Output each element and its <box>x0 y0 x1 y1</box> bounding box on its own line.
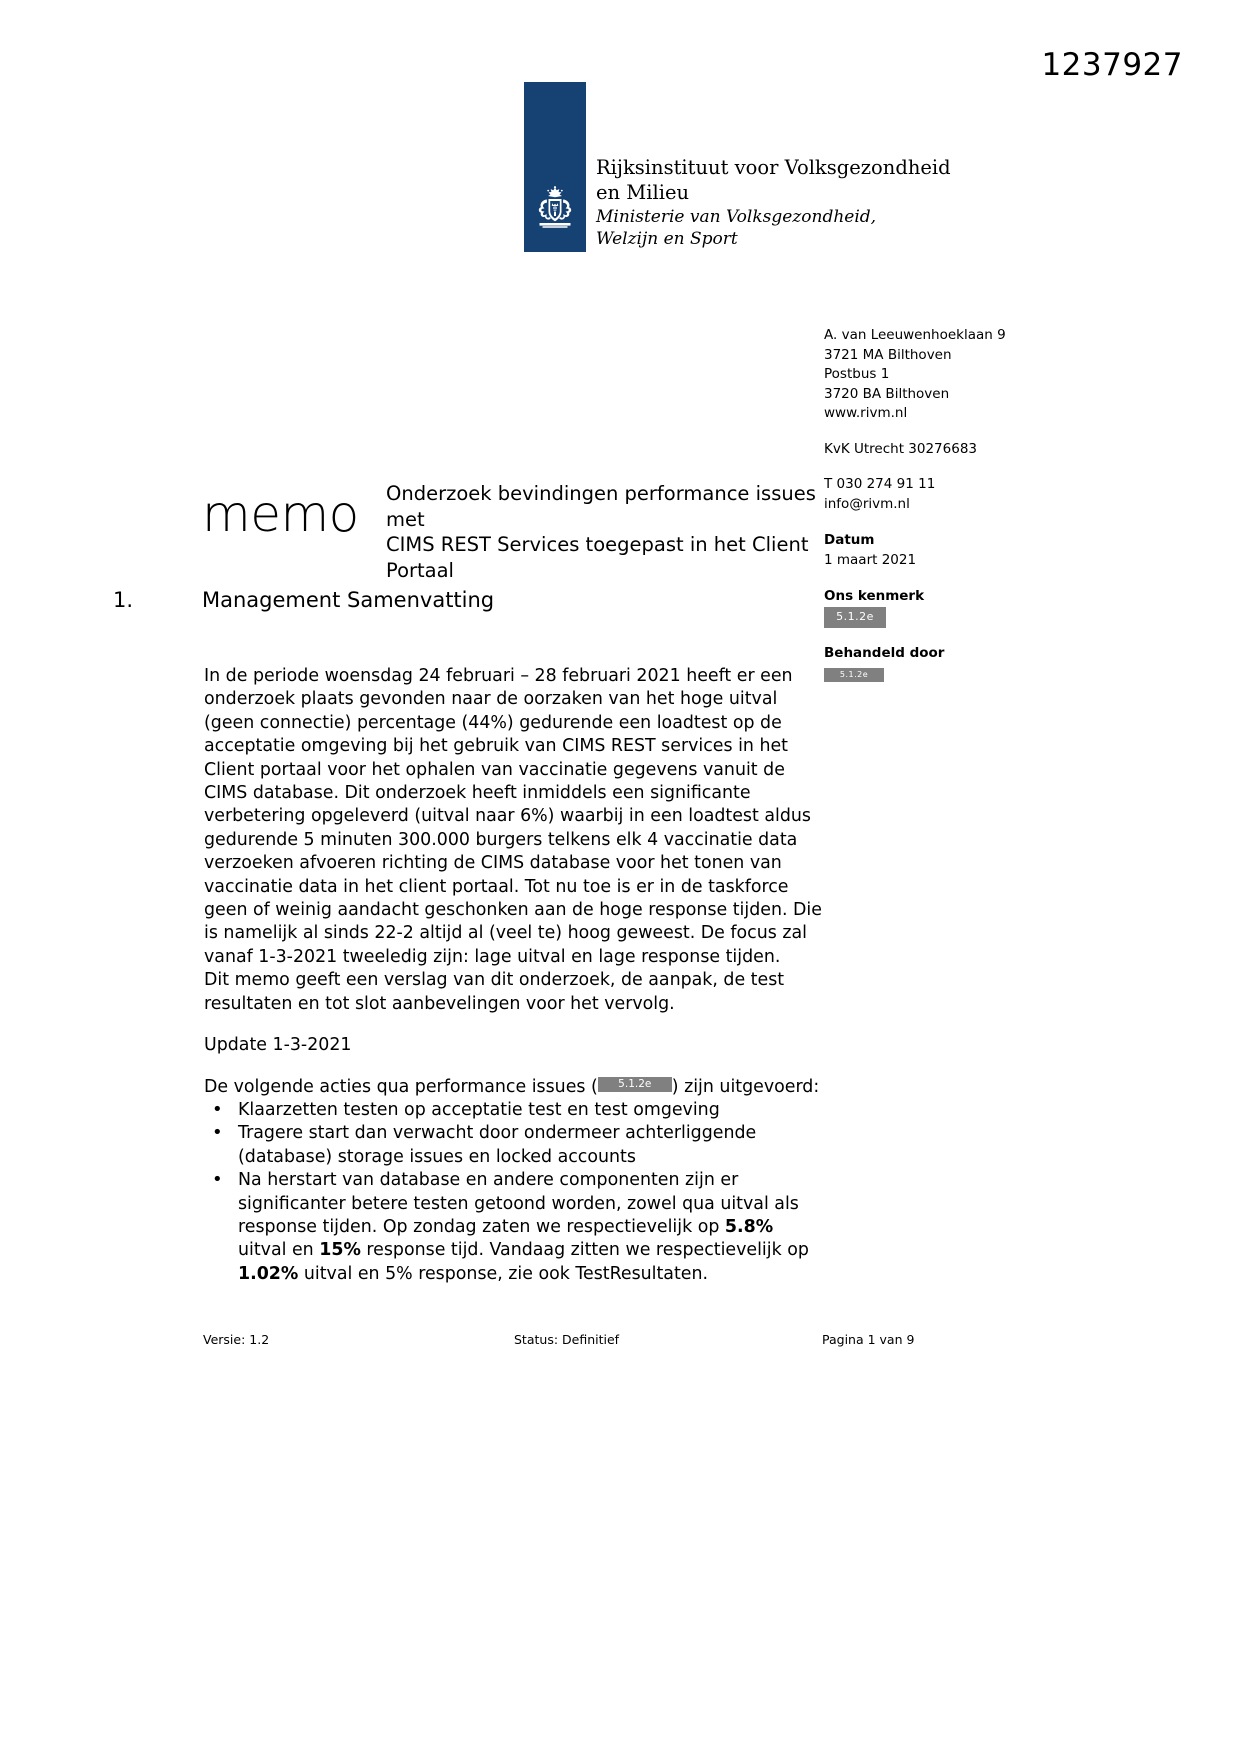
datum-value: 1 maart 2021 <box>824 552 917 569</box>
bullet-text: Na herstart van database en andere componenten zijn er significanter betere testen getoond worden, zowel qua uitval als response tijden. Op zondag zaten we respectievelijk op 5.8% uitval en 15% response tijd. Vandaag zitten we respectievelijk op 1.02% uitval en 5% response, zie ook TestResultaten. <box>238 1170 809 1284</box>
footer-page-number: Pagina 1 van 9 <box>822 1332 915 1347</box>
address-postbus: Postbus 1 <box>824 366 890 383</box>
behandeld-door-redaction: 5.1.2e <box>824 668 884 682</box>
memo-subject <box>386 481 816 584</box>
rivm-logo <box>524 82 951 252</box>
section-number: 1. <box>113 588 134 612</box>
memo-heading: memo <box>202 485 359 543</box>
bullet-text: Klaarzetten testen op acceptatie test en test omgeving <box>238 1099 720 1120</box>
logo-text-block <box>596 156 951 252</box>
ons-kenmerk-redaction: 5.1.2e <box>824 607 886 628</box>
paragraph-intro: In de periode woensdag 24 februari – 28 februari 2021 heeft er een onderzoek plaats gevonden naar de oorzaken van het hoge uitval (geen connectie) percentage (44%) gedurende een loadtest op de acceptatie omgeving bij het gebruik van CIMS REST services in het Client portaal voor het ophalen van vaccinatie gegevens vanuit de CIMS database. Dit onderzoek heeft inmiddels een significante verbetering opgeleverd (uitval naar 6%) waarbij in een loadtest aldus gedurende 5 minuten 300.000 burgers telkens elk 4 vaccinatie data verzoeken afvoeren richting de CIMS database voor het tonen van vaccinatie data in het client portaal. Tot nu toe is er in de taskforce geen of weinig aandacht geschonken aan de hoge response tijden. Die is namelijk al sinds 22-2 altijd al (veel te) hoog geweest. De focus zal vanaf 1-3-2021 tweeledig zijn: lage uitval en lage response tijden. <box>204 666 822 967</box>
section-title: Management Samenvatting <box>202 588 495 612</box>
behandeld-door-label: Behandeld door <box>824 644 945 661</box>
datum-block <box>824 531 1124 571</box>
logo-line-2: en Milieu <box>596 180 690 204</box>
logo-line-4: Welzijn en Sport <box>596 228 738 249</box>
ons-kenmerk-block <box>824 587 1124 628</box>
footer-version: Versie: 1.2 <box>203 1332 270 1347</box>
address-postcode-city: 3721 MA Bilthoven <box>824 346 952 363</box>
address-postbus-city: 3720 BA Bilthoven <box>824 385 950 402</box>
list-item <box>204 1122 824 1169</box>
email-address[interactable]: info@rivm.nl <box>824 495 910 512</box>
actions-list <box>204 1099 824 1286</box>
list-item <box>204 1169 824 1286</box>
kvk-number: KvK Utrecht 30276683 <box>824 440 977 457</box>
actions-intro <box>204 1076 824 1099</box>
actions-intro-after: ) zijn uitgevoerd: <box>671 1076 820 1097</box>
datum-label: Datum <box>824 531 875 548</box>
logo-blue-bar <box>524 82 586 252</box>
update-heading: Update 1-3-2021 <box>204 1035 352 1056</box>
bullet-text: Tragere start dan verwacht door ondermeer achterliggende (database) storage issues en locked accounts <box>238 1123 757 1167</box>
meta-column <box>824 326 1124 700</box>
document-id-number: 1237927 <box>1041 47 1183 83</box>
footer-status: Status: Definitief <box>514 1332 620 1347</box>
ons-kenmerk-label: Ons kenmerk <box>824 587 925 604</box>
logo-line-3: Ministerie van Volksgezondheid, <box>596 206 877 227</box>
body-content <box>204 665 824 1286</box>
address-block <box>824 326 1124 424</box>
phone-number: T 030 274 91 11 <box>824 476 936 493</box>
paragraph-memo-scope: Dit memo geeft een verslag van dit onderzoek, de aanpak, de test resultaten en tot slot aanbevelingen voor het vervolg. <box>204 970 785 1014</box>
memo-subject-line-2: CIMS REST Services toegepast in het Client Portaal <box>386 533 809 583</box>
logo-line-1: Rijksinstituut voor Volksgezondheid <box>596 155 951 179</box>
actions-intro-before: De volgende acties qua performance issues ( <box>204 1076 598 1097</box>
behandeld-door-block <box>824 644 1124 684</box>
address-street: A. van Leeuwenhoeklaan 9 <box>824 327 1006 343</box>
list-item <box>204 1099 824 1122</box>
memo-subject-line-1: Onderzoek bevindingen performance issues met <box>386 482 816 531</box>
address-website[interactable]: www.rivm.nl <box>824 405 908 422</box>
actions-intro-redaction: 5.1.2e <box>598 1077 672 1092</box>
contact-block <box>824 475 1124 514</box>
dutch-coat-of-arms-icon <box>532 186 578 238</box>
kvk-block <box>824 440 1124 460</box>
